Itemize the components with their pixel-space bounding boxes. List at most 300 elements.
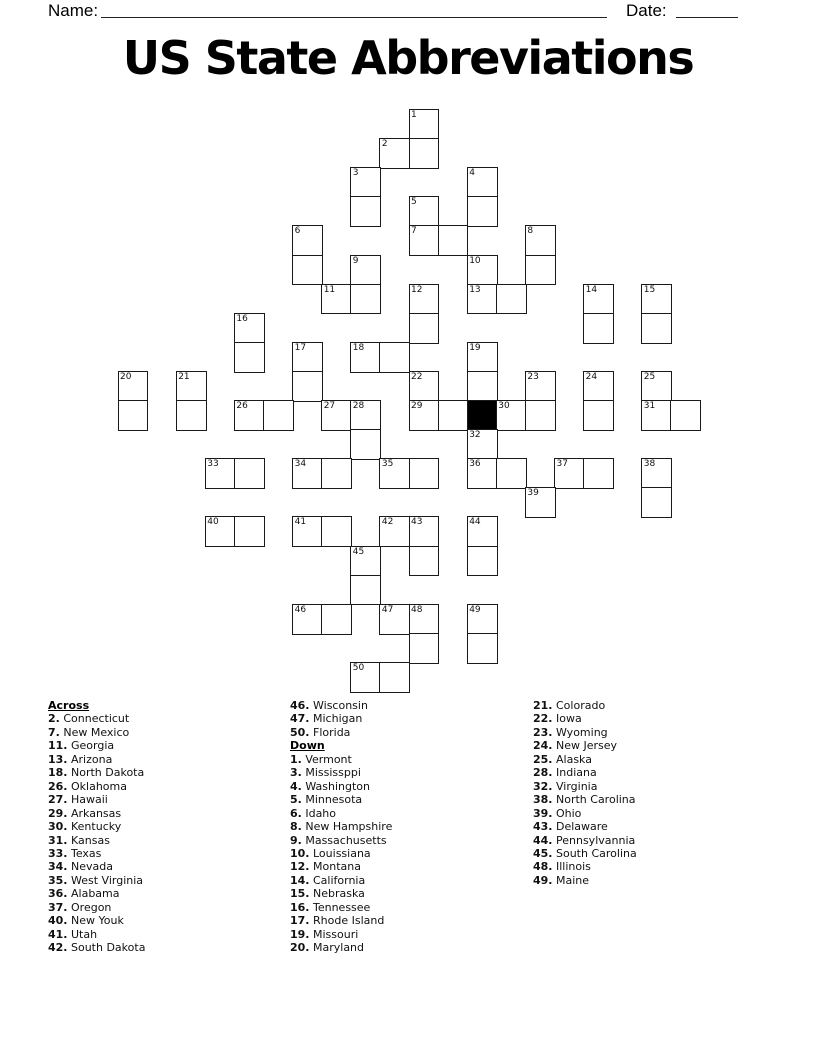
clue-text: Missouri bbox=[313, 927, 359, 941]
clue-item bbox=[533, 753, 637, 766]
grid-cell[interactable] bbox=[379, 138, 410, 169]
grid-cell[interactable] bbox=[641, 400, 672, 431]
clue-item bbox=[533, 807, 637, 820]
grid-cell[interactable] bbox=[234, 516, 265, 547]
clue-number: 13. bbox=[48, 752, 68, 766]
grid-cell[interactable] bbox=[467, 196, 498, 227]
clue-item bbox=[48, 793, 145, 806]
name-label: Name: bbox=[48, 1, 99, 20]
clue-text: Massachusetts bbox=[305, 833, 387, 847]
clue-text: North Dakota bbox=[71, 766, 145, 780]
clue-number: 47. bbox=[290, 712, 310, 726]
cell-number: 14 bbox=[585, 284, 598, 295]
clue-item bbox=[48, 834, 145, 847]
grid-cell[interactable] bbox=[292, 255, 323, 286]
clue-number: 29. bbox=[48, 806, 68, 820]
clue-text: Nevada bbox=[71, 860, 113, 874]
clue-text: Montana bbox=[313, 860, 361, 874]
clue-text: Colorado bbox=[556, 699, 606, 712]
cell-number: 5 bbox=[411, 197, 417, 208]
cell-number: 31 bbox=[643, 401, 656, 411]
grid-cell[interactable] bbox=[409, 458, 440, 489]
grid-cell[interactable] bbox=[467, 371, 498, 402]
clue-text: New Mexico bbox=[63, 725, 130, 739]
clue-number: 26. bbox=[48, 779, 68, 793]
grid-cell[interactable] bbox=[292, 225, 323, 256]
clue-item bbox=[290, 860, 392, 873]
grid-cell[interactable] bbox=[409, 284, 440, 315]
clue-text: Texas bbox=[71, 846, 102, 860]
grid-cell[interactable] bbox=[467, 458, 498, 489]
clue-text: Nebraska bbox=[313, 887, 365, 901]
cell-number: 33 bbox=[207, 459, 219, 470]
cell-number: 16 bbox=[236, 313, 248, 324]
cell-number: 32 bbox=[469, 430, 481, 441]
clue-text: Indiana bbox=[556, 766, 597, 780]
clue-item bbox=[290, 847, 392, 860]
clue-number: 18. bbox=[48, 766, 68, 780]
clue-number: 10. bbox=[290, 846, 310, 860]
grid-cell[interactable] bbox=[554, 458, 585, 489]
clue-item bbox=[533, 820, 637, 833]
clue-text: Mississppi bbox=[305, 766, 361, 780]
grid-cell[interactable] bbox=[670, 400, 701, 431]
cell-number: 38 bbox=[643, 459, 656, 470]
grid-cell[interactable] bbox=[292, 458, 323, 489]
clue-number: 37. bbox=[48, 900, 68, 914]
clue-text: Rhode Island bbox=[313, 914, 385, 928]
clue-text: Georgia bbox=[71, 739, 115, 753]
grid-cell[interactable] bbox=[321, 400, 352, 431]
clue-text: Delaware bbox=[556, 820, 608, 834]
clue-item bbox=[533, 874, 637, 887]
cell-number: 24 bbox=[585, 371, 598, 382]
clue-number: 44. bbox=[533, 833, 553, 847]
grid-cell[interactable] bbox=[176, 400, 207, 431]
clue-item bbox=[48, 807, 145, 820]
cell-number: 50 bbox=[352, 662, 365, 673]
grid-cell[interactable] bbox=[409, 546, 440, 577]
clue-number: 43. bbox=[533, 820, 553, 834]
cell-number: 2 bbox=[381, 139, 388, 150]
clue-number: 33. bbox=[48, 846, 68, 860]
clue-number: 2. bbox=[48, 712, 60, 726]
clue-text: Oklahoma bbox=[71, 779, 127, 793]
clue-number: 42. bbox=[48, 941, 68, 955]
clue-item bbox=[48, 901, 145, 914]
clue-number: 1. bbox=[290, 752, 302, 766]
grid-cell[interactable] bbox=[321, 516, 352, 547]
grid-cell[interactable] bbox=[641, 313, 672, 344]
clue-number: 8. bbox=[290, 820, 302, 834]
clue-number: 34. bbox=[48, 860, 68, 874]
date-label: Date: bbox=[626, 1, 667, 20]
cell-number: 12 bbox=[411, 284, 423, 295]
cell-number: 28 bbox=[352, 401, 365, 411]
clue-number: 11. bbox=[48, 739, 68, 753]
grid-cell[interactable] bbox=[234, 458, 265, 489]
clue-number: 7. bbox=[48, 725, 60, 739]
clue-text: Alabama bbox=[71, 887, 120, 901]
clue-text: Pennsylvannia bbox=[556, 833, 636, 847]
clue-text: Connecticut bbox=[63, 712, 130, 726]
grid-cell[interactable] bbox=[583, 284, 614, 315]
cell-number: 39 bbox=[527, 488, 539, 499]
clue-text: Wyoming bbox=[556, 725, 608, 739]
clue-text: Louissiana bbox=[313, 846, 371, 860]
grid-cell[interactable] bbox=[525, 487, 556, 518]
grid-cell[interactable] bbox=[641, 458, 672, 489]
crossword-grid bbox=[118, 109, 701, 693]
cell-number: 20 bbox=[120, 371, 132, 382]
clue-number: 14. bbox=[290, 873, 310, 887]
name-blank-line[interactable] bbox=[101, 2, 607, 18]
cell-number: 37 bbox=[556, 459, 568, 470]
grid-cell[interactable] bbox=[467, 633, 498, 664]
clue-text: California bbox=[313, 873, 366, 887]
clue-item bbox=[533, 847, 637, 860]
grid-cell[interactable] bbox=[350, 196, 381, 227]
grid-cell[interactable] bbox=[409, 516, 440, 547]
clue-item bbox=[48, 941, 145, 954]
grid-cell[interactable] bbox=[409, 633, 440, 664]
clue-number: 46. bbox=[290, 699, 310, 712]
grid-cell[interactable] bbox=[583, 371, 614, 402]
cell-number: 23 bbox=[527, 371, 539, 382]
clue-number: 21. bbox=[533, 699, 553, 712]
clue-text: Kentucky bbox=[71, 820, 122, 834]
grid-cell[interactable] bbox=[438, 225, 469, 256]
clue-text: Michigan bbox=[313, 712, 363, 726]
grid-cell[interactable] bbox=[525, 225, 556, 256]
grid-cell[interactable] bbox=[205, 458, 236, 489]
cell-number: 29 bbox=[411, 401, 423, 411]
clue-item bbox=[290, 901, 392, 914]
cell-number: 21 bbox=[178, 371, 190, 382]
clue-item bbox=[48, 753, 145, 766]
clue-text: New Youk bbox=[71, 914, 124, 928]
clue-number: 15. bbox=[290, 887, 310, 901]
grid-cell[interactable] bbox=[350, 255, 381, 286]
grid-cell[interactable] bbox=[379, 342, 410, 373]
grid-cell[interactable] bbox=[321, 604, 352, 635]
clue-item bbox=[290, 780, 392, 793]
clue-item bbox=[290, 793, 392, 806]
clue-number: 50. bbox=[290, 725, 310, 739]
clue-item bbox=[290, 712, 392, 725]
grid-cell[interactable] bbox=[292, 604, 323, 635]
clue-text: Virginia bbox=[556, 779, 598, 793]
clues-column-1 bbox=[48, 699, 145, 955]
clue-number: 30. bbox=[48, 820, 68, 834]
date-blank-line[interactable] bbox=[676, 2, 738, 18]
clue-text: Utah bbox=[71, 927, 98, 941]
cell-number: 9 bbox=[352, 255, 359, 266]
grid-cell[interactable] bbox=[496, 400, 527, 431]
cell-number: 3 bbox=[352, 168, 359, 179]
cell-number: 25 bbox=[643, 371, 656, 382]
grid-cell[interactable] bbox=[467, 284, 498, 315]
cell-number: 49 bbox=[469, 604, 481, 615]
cell-number: 35 bbox=[381, 459, 394, 470]
grid-cell[interactable] bbox=[409, 313, 440, 344]
clue-number: 6. bbox=[290, 806, 302, 820]
clue-item bbox=[48, 928, 145, 941]
cell-number: 34 bbox=[294, 459, 307, 470]
clue-number: 28. bbox=[533, 766, 553, 780]
cell-number: 10 bbox=[469, 255, 481, 266]
clue-text: Minnesota bbox=[305, 793, 363, 807]
clue-item bbox=[48, 739, 145, 752]
grid-cell[interactable] bbox=[467, 546, 498, 577]
clue-text: Arizona bbox=[71, 752, 113, 766]
cell-number: 44 bbox=[469, 517, 481, 528]
grid-cell[interactable] bbox=[467, 604, 498, 635]
clue-text: Arkansas bbox=[71, 806, 122, 820]
cell-number: 26 bbox=[236, 401, 248, 411]
clue-number: 38. bbox=[533, 793, 553, 807]
clue-number: 24. bbox=[533, 739, 553, 753]
cell-number: 42 bbox=[381, 517, 394, 528]
clue-number: 20. bbox=[290, 941, 310, 955]
clue-item bbox=[290, 766, 392, 779]
page-title: US State Abbreviations bbox=[122, 31, 694, 85]
clue-text: Ohio bbox=[556, 806, 582, 820]
cell-number: 45 bbox=[352, 546, 365, 557]
cell-number: 47 bbox=[381, 604, 394, 615]
grid-cell[interactable] bbox=[409, 400, 440, 431]
grid-cell[interactable] bbox=[350, 342, 381, 373]
grid-cell[interactable] bbox=[379, 604, 410, 635]
clue-text: Iowa bbox=[556, 712, 582, 726]
clue-number: 45. bbox=[533, 846, 553, 860]
clue-item bbox=[290, 820, 392, 833]
grid-cell[interactable] bbox=[263, 400, 294, 431]
grid-cell[interactable] bbox=[467, 167, 498, 198]
clue-item bbox=[533, 793, 637, 806]
cell-number: 4 bbox=[469, 168, 475, 179]
clue-number: 3. bbox=[290, 766, 302, 780]
clue-item bbox=[290, 699, 392, 712]
grid-cell[interactable] bbox=[409, 196, 440, 227]
clue-item bbox=[290, 928, 392, 941]
clue-item bbox=[48, 847, 145, 860]
clue-item bbox=[290, 874, 392, 887]
grid-cell[interactable] bbox=[409, 371, 440, 402]
clue-item bbox=[533, 739, 637, 752]
clue-text: North Carolina bbox=[556, 793, 636, 807]
clue-number: 27. bbox=[48, 793, 68, 807]
grid-cell[interactable] bbox=[379, 458, 410, 489]
clue-item bbox=[48, 887, 145, 900]
clue-number: 9. bbox=[290, 833, 302, 847]
grid-cell[interactable] bbox=[467, 429, 498, 460]
clue-text: Alaska bbox=[556, 752, 592, 766]
grid-cell[interactable] bbox=[409, 138, 440, 169]
grid-cell[interactable] bbox=[438, 400, 469, 431]
clue-number: 41. bbox=[48, 927, 68, 941]
cell-number: 40 bbox=[207, 517, 219, 528]
clue-text: Kansas bbox=[71, 833, 110, 847]
clue-item bbox=[533, 712, 637, 725]
clue-item bbox=[533, 726, 637, 739]
clues-column-2 bbox=[290, 699, 392, 955]
clue-number: 16. bbox=[290, 900, 310, 914]
clue-item bbox=[48, 914, 145, 927]
grid-cell[interactable] bbox=[525, 371, 556, 402]
grid-cell[interactable] bbox=[496, 458, 527, 489]
grid-cell[interactable] bbox=[234, 313, 265, 344]
clue-number: 40. bbox=[48, 914, 68, 928]
grid-cell[interactable] bbox=[409, 109, 440, 140]
clue-number: 35. bbox=[48, 873, 68, 887]
grid-cell[interactable] bbox=[379, 516, 410, 547]
grid-cell[interactable] bbox=[409, 604, 440, 635]
clue-item bbox=[48, 780, 145, 793]
cell-number: 6 bbox=[294, 226, 301, 237]
clue-text: Maine bbox=[556, 873, 590, 887]
clue-number: 36. bbox=[48, 887, 68, 901]
down-header: Down bbox=[290, 739, 325, 753]
clue-number: 39. bbox=[533, 806, 553, 820]
grid-cell[interactable] bbox=[292, 516, 323, 547]
across-header: Across bbox=[48, 699, 90, 712]
cell-number: 18 bbox=[352, 342, 365, 353]
grid-cell[interactable] bbox=[350, 400, 381, 431]
clue-text: New Jersey bbox=[556, 739, 618, 753]
clue-item bbox=[533, 860, 637, 873]
grid-cell[interactable] bbox=[409, 225, 440, 256]
clue-number: 49. bbox=[533, 873, 553, 887]
grid-cell[interactable] bbox=[583, 400, 614, 431]
clues-column-3 bbox=[533, 699, 637, 887]
clue-text: Washington bbox=[305, 779, 370, 793]
clue-text: Maryland bbox=[313, 941, 365, 955]
clue-text: Oregon bbox=[71, 900, 112, 914]
grid-cell[interactable] bbox=[292, 342, 323, 373]
black-cell bbox=[467, 400, 498, 431]
cell-number: 27 bbox=[323, 401, 336, 411]
clue-item bbox=[48, 860, 145, 873]
clue-item bbox=[290, 941, 392, 954]
grid-cell[interactable] bbox=[583, 313, 614, 344]
grid-cell[interactable] bbox=[583, 458, 614, 489]
clue-item bbox=[48, 712, 145, 725]
cell-number: 8 bbox=[527, 226, 534, 237]
grid-cell[interactable] bbox=[467, 516, 498, 547]
cell-number: 19 bbox=[469, 342, 481, 353]
clue-item bbox=[48, 820, 145, 833]
cell-number: 41 bbox=[294, 517, 307, 528]
grid-cell[interactable] bbox=[525, 255, 556, 286]
clue-text: South Dakota bbox=[71, 941, 146, 955]
grid-cell[interactable] bbox=[641, 284, 672, 315]
cell-number: 7 bbox=[411, 226, 417, 237]
clue-item bbox=[48, 766, 145, 779]
cell-number: 1 bbox=[411, 110, 417, 120]
clue-item bbox=[533, 834, 637, 847]
grid-cell[interactable] bbox=[641, 487, 672, 518]
cell-number: 11 bbox=[323, 284, 336, 295]
grid-cell[interactable] bbox=[350, 284, 381, 315]
clue-text: New Hampshire bbox=[305, 820, 393, 834]
grid-cell[interactable] bbox=[118, 371, 149, 402]
grid-cell[interactable] bbox=[496, 284, 527, 315]
clue-number: 48. bbox=[533, 860, 553, 874]
grid-cell[interactable] bbox=[234, 342, 265, 373]
clue-item bbox=[533, 780, 637, 793]
grid-cell[interactable] bbox=[379, 662, 410, 693]
grid-cell[interactable] bbox=[350, 575, 381, 606]
clue-number: 19. bbox=[290, 927, 310, 941]
grid-cell[interactable] bbox=[234, 400, 265, 431]
clue-text: Hawaii bbox=[71, 793, 108, 807]
grid-cell[interactable] bbox=[467, 255, 498, 286]
cell-number: 13 bbox=[469, 284, 481, 295]
grid-cell[interactable] bbox=[321, 284, 352, 315]
clue-text: Wisconsin bbox=[313, 699, 368, 712]
clue-number: 5. bbox=[290, 793, 302, 807]
cell-number: 36 bbox=[469, 459, 481, 470]
grid-cell[interactable] bbox=[350, 662, 381, 693]
clue-number: 12. bbox=[290, 860, 310, 874]
clue-item bbox=[48, 874, 145, 887]
grid-cell[interactable] bbox=[205, 516, 236, 547]
cell-number: 30 bbox=[498, 401, 510, 411]
clue-item bbox=[290, 834, 392, 847]
clue-item bbox=[48, 726, 145, 739]
clue-item bbox=[290, 726, 392, 739]
grid-cell[interactable] bbox=[350, 429, 381, 460]
clue-text: Illinois bbox=[556, 860, 591, 874]
grid-cell[interactable] bbox=[350, 546, 381, 577]
grid-cell[interactable] bbox=[467, 342, 498, 373]
grid-cell[interactable] bbox=[641, 371, 672, 402]
grid-cell[interactable] bbox=[350, 167, 381, 198]
grid-cell[interactable] bbox=[118, 400, 149, 431]
clue-item bbox=[533, 766, 637, 779]
grid-cell[interactable] bbox=[292, 371, 323, 402]
clue-text: Vermont bbox=[305, 752, 352, 766]
grid-cell[interactable] bbox=[176, 371, 207, 402]
cell-number: 22 bbox=[411, 371, 423, 382]
cell-number: 43 bbox=[411, 517, 423, 528]
cell-number: 15 bbox=[643, 284, 656, 295]
clue-text: Idaho bbox=[305, 806, 337, 820]
clue-item bbox=[290, 914, 392, 927]
clue-text: Florida bbox=[313, 725, 351, 739]
clue-item bbox=[290, 807, 392, 820]
clue-text: West Virginia bbox=[71, 873, 144, 887]
clue-number: 25. bbox=[533, 752, 553, 766]
cell-number: 17 bbox=[294, 342, 307, 353]
clue-text: South Carolina bbox=[556, 846, 637, 860]
cell-number: 48 bbox=[411, 604, 423, 615]
clue-number: 31. bbox=[48, 833, 68, 847]
clue-number: 22. bbox=[533, 712, 553, 726]
clue-item bbox=[533, 699, 637, 712]
clue-item bbox=[290, 887, 392, 900]
clue-number: 4. bbox=[290, 779, 302, 793]
clue-text: Tennessee bbox=[313, 900, 371, 914]
clue-item bbox=[290, 753, 392, 766]
grid-cell[interactable] bbox=[321, 458, 352, 489]
grid-cell[interactable] bbox=[525, 400, 556, 431]
cell-number: 46 bbox=[294, 604, 307, 615]
clue-number: 23. bbox=[533, 725, 553, 739]
clue-number: 32. bbox=[533, 779, 553, 793]
clue-number: 17. bbox=[290, 914, 310, 928]
